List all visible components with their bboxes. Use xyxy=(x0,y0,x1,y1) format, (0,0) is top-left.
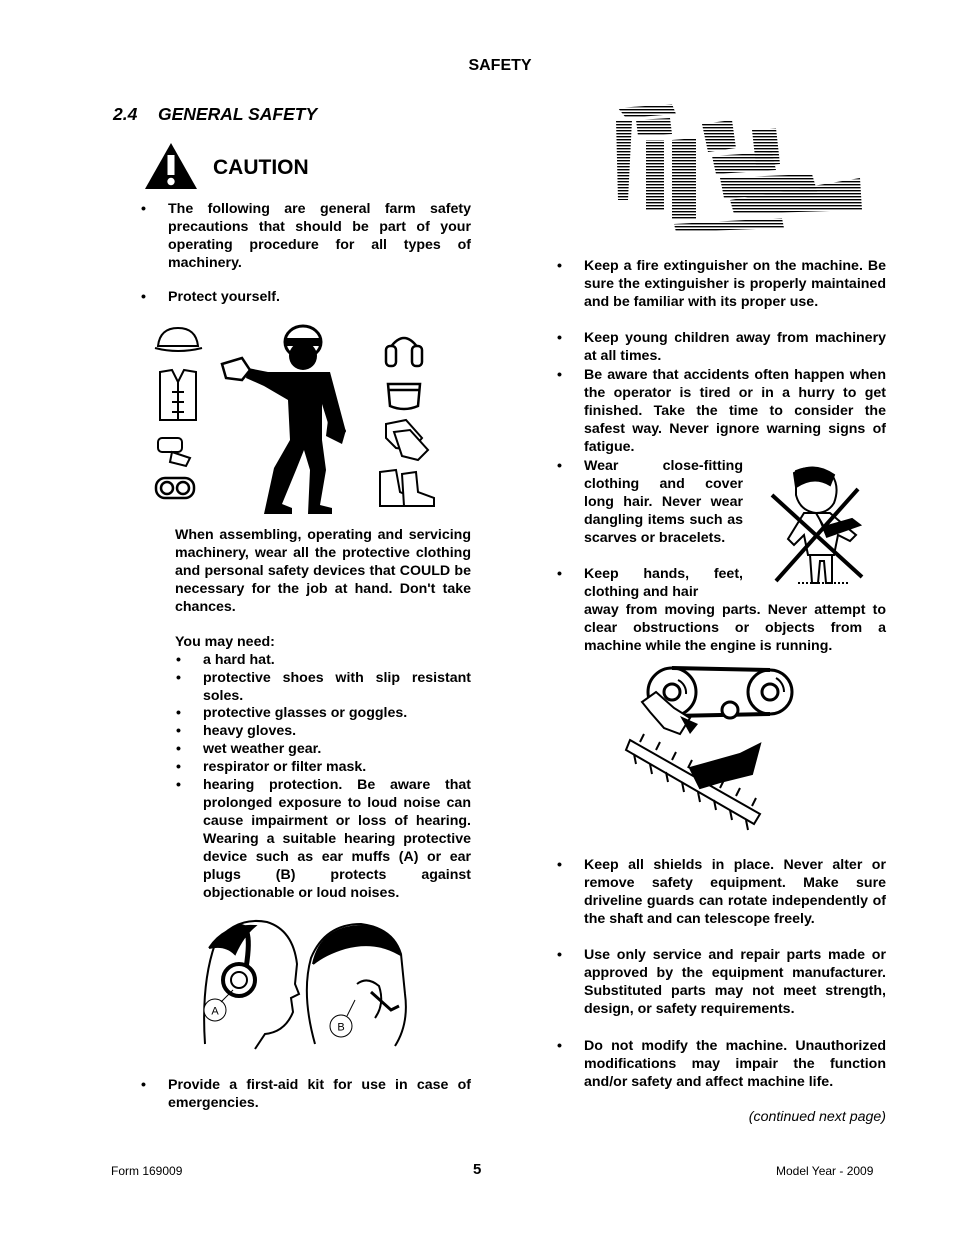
cutter-bar-icon xyxy=(626,734,760,830)
face-shield-icon xyxy=(388,384,420,409)
need-item: • wet weather gear. xyxy=(176,741,322,757)
protective-gear-illustration xyxy=(150,320,440,515)
fire-extinguisher-icon xyxy=(616,104,862,232)
bullet-moving-parts: • Keep hands, feet, clothing and hair xyxy=(557,566,743,600)
need-item: • heavy gloves. xyxy=(176,723,297,739)
label-a: A xyxy=(211,1005,219,1018)
continued-note: (continued next page) xyxy=(748,1109,886,1125)
page-header: SAFETY xyxy=(468,57,532,74)
moving-parts-illustration xyxy=(620,664,800,844)
boots-icon xyxy=(380,470,434,506)
you-may-need-label: You may need: xyxy=(175,634,275,650)
bullet-shields: • Keep all shields in place. Never alter or remove safety equipment. Make sure driveline guards can rotate independently of the shaft and can telescope freely. xyxy=(557,857,886,927)
bullet-fire-extinguisher: • Keep a fire extinguisher on the machine. Be sure the extinguisher is properly maintained and be familiar with its proper use. xyxy=(557,258,886,310)
bullet-protect-yourself: • Protect yourself. xyxy=(141,289,280,305)
warning-triangle-icon xyxy=(143,141,199,191)
bullet-approved-parts: • Use only service and repair parts made or approved by the equipment manufacturer. Substituted parts may not meet strength, design, or safety requirements. xyxy=(557,947,886,1017)
fire-extinguisher-illustration xyxy=(612,100,862,232)
section-number: 2.4 xyxy=(113,104,138,124)
bullet-first-aid: • Provide a first-aid kit for use in case of emergencies. xyxy=(141,1077,471,1111)
need-item: • protective glasses or goggles. xyxy=(176,705,408,721)
worker-silhouette-icon xyxy=(222,326,346,514)
loose-clothing-illustration xyxy=(768,465,868,590)
vest-icon xyxy=(160,370,196,420)
gloves-icon xyxy=(386,420,428,460)
bullet-do-not-modify: • Do not modify the machine. Unauthorized modifications may impair the function and/or safety and affect machine life. xyxy=(557,1038,886,1090)
bullet-general-precautions: • The following are general farm safety precautions that should be part of your operating procedure for all types of machinery. xyxy=(141,201,471,271)
head-with-ear-plugs-icon xyxy=(307,924,406,1046)
label-b: B xyxy=(337,1021,345,1034)
need-item: • a hard hat. xyxy=(176,652,275,668)
moving-parts-continued: away from moving parts. Never attempt to clear obstructions or objects from a machine while the engine is running. xyxy=(584,602,886,654)
ear-muffs-icon xyxy=(386,338,422,366)
caution-label: CAUTION xyxy=(213,156,309,179)
hearing-protection-illustration xyxy=(195,914,415,1054)
bullet-children: • Keep young children away from machinery at all times. xyxy=(557,330,886,364)
section-title: GENERAL SAFETY xyxy=(158,104,318,124)
need-item: • protective shoes with slip resistant soles. xyxy=(176,670,471,704)
respirator-icon xyxy=(158,438,190,466)
goggles-icon xyxy=(156,478,194,498)
hard-hat-icon xyxy=(155,328,202,351)
bullet-fatigue: • Be aware that accidents often happen when the operator is tired or in a hurry to get finished. Take the time to consider the safest way. Never ignore warning signs of fatigue. xyxy=(557,367,886,455)
footer-model-year: Model Year - 2009 xyxy=(776,1164,874,1178)
footer-form-number: Form 169009 xyxy=(111,1164,183,1178)
protective-clothing-paragraph: When assembling, operating and servicing machinery, wear all the protective clothing and personal safety devices that COULD be necessary for the job at hand. Don't take chances. xyxy=(175,527,471,615)
head-with-ear-muffs-icon xyxy=(204,921,299,1049)
section-heading xyxy=(113,104,317,125)
need-item-hearing: • hearing protection. Be aware that prolonged exposure to loud noise can cause impairment or loss of hearing. Wearing a suitable hearing protective device such as ear muffs (A) or ear plugs (B) protects against objectionable or loud noises. xyxy=(176,777,471,901)
need-item: • respirator or filter mask. xyxy=(176,759,367,775)
page-number: 5 xyxy=(473,1161,482,1178)
bullet-close-fitting-clothing: • Wear close-fitting clothing and cover long hair. Never wear dangling items such as scarves or bracelets. xyxy=(557,458,743,546)
